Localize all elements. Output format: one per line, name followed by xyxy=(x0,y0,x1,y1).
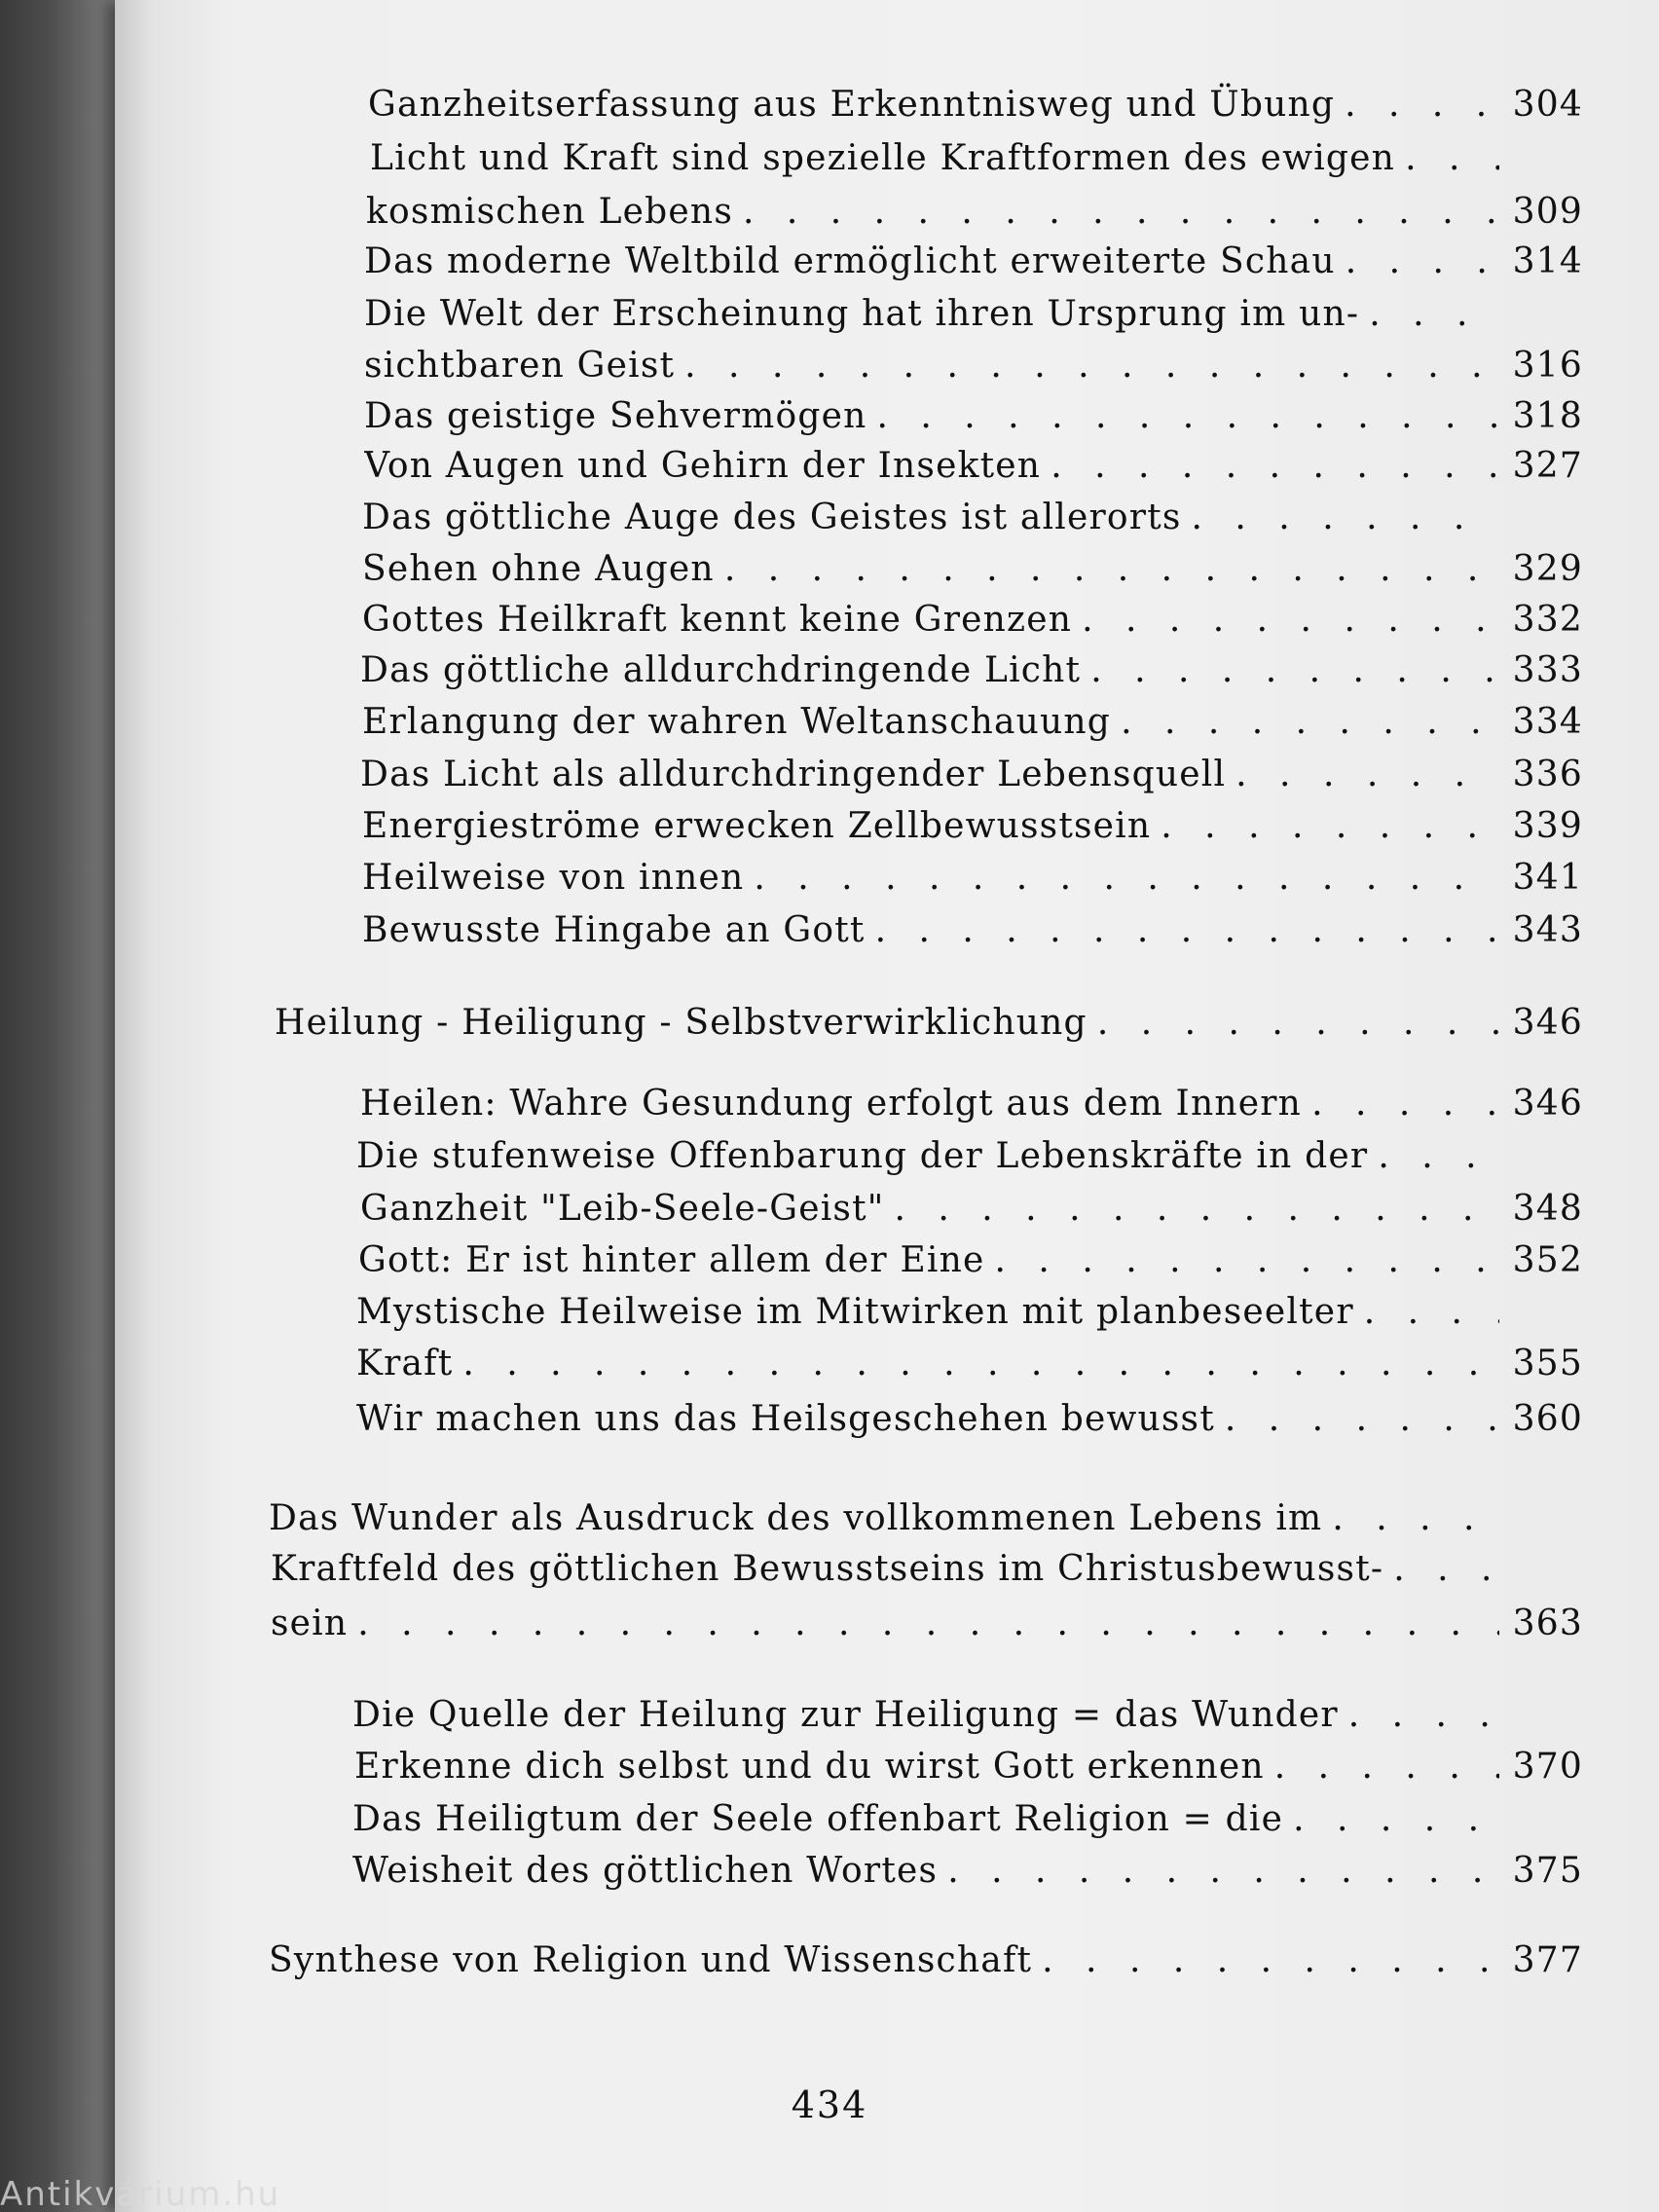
toc-entry-page: 327 xyxy=(1512,446,1583,486)
toc-leader-dots xyxy=(1332,1495,1499,1542)
toc-leader-dots xyxy=(895,1186,1499,1233)
toc-entry-page: 346 xyxy=(1512,1003,1583,1043)
toc-entry xyxy=(269,1493,1583,1542)
toc-entry-title: Erlangung der wahren Weltanschauung xyxy=(362,702,1112,742)
toc-entry xyxy=(352,1846,1583,1895)
toc-entry-page: 377 xyxy=(1512,1940,1583,1980)
toc-leader-dots xyxy=(1348,1692,1499,1739)
toc-leader-dots xyxy=(1311,1081,1499,1127)
toc-leader-dots xyxy=(1393,1546,1499,1593)
toc-entry-page: 352 xyxy=(1512,1240,1583,1280)
toc-entry xyxy=(364,441,1583,490)
toc-entry-title: Heilweise von innen xyxy=(362,858,745,898)
toc-entry-page: 346 xyxy=(1512,1084,1583,1124)
toc-entry xyxy=(275,998,1583,1047)
toc-leader-dots xyxy=(947,1848,1499,1895)
toc-entry-title: Das göttliche Auge des Geistes ist allerorts xyxy=(362,498,1182,537)
toc-entry-title: Licht und Kraft sind spezielle Kraftformen des ewigen xyxy=(370,138,1396,178)
toc-entry-title: Die stufenweise Offenbarung der Lebenskräfte in der xyxy=(356,1136,1369,1176)
toc-leader-dots xyxy=(1235,752,1499,798)
toc-entry-title: Wir machen uns das Heilsgeschehen bewusst xyxy=(356,1399,1215,1439)
toc-entry xyxy=(360,1079,1583,1127)
toc-entry-page: 375 xyxy=(1512,1851,1583,1891)
toc-leader-dots xyxy=(1161,803,1499,850)
toc-entry xyxy=(356,1394,1583,1443)
toc-entry-title: Erkenne dich selbst und du wirst Gott erkennen xyxy=(354,1747,1265,1787)
toc-entry-page: 332 xyxy=(1512,600,1583,640)
toc-entry-title: Sehen ohne Augen xyxy=(362,549,715,589)
toc-leader-dots xyxy=(1293,1796,1499,1843)
toc-entry-title: Heilen: Wahre Gesundung erfolgt aus dem Innern xyxy=(360,1084,1303,1124)
page-number: 434 xyxy=(791,2083,868,2126)
toc-entry-page: 363 xyxy=(1512,1604,1583,1643)
toc-entry-title: Weisheit des göttlichen Wortes xyxy=(352,1851,939,1891)
toc-entry-title: sichtbaren Geist xyxy=(364,346,676,386)
toc-entry xyxy=(364,289,1583,338)
toc-entry xyxy=(356,1131,1583,1180)
toc-entry-page: 316 xyxy=(1512,346,1583,386)
toc-leader-dots xyxy=(1097,1000,1499,1047)
toc-entry-title: Gottes Heilkraft kennt keine Grenzen xyxy=(362,600,1073,640)
toc-entry xyxy=(368,80,1583,129)
toc-leader-dots xyxy=(724,546,1499,593)
toc-leader-dots xyxy=(1090,647,1499,694)
watermark-text: Antikvárium.hu xyxy=(0,2177,281,2212)
toc-entry xyxy=(362,905,1583,954)
toc-entry-page: 370 xyxy=(1512,1747,1583,1787)
toc-entry xyxy=(360,645,1583,694)
toc-leader-dots xyxy=(877,393,1499,440)
toc-entry xyxy=(352,1794,1583,1843)
toc-entry-title: Ganzheit "Leib-Seele-Geist" xyxy=(360,1189,885,1229)
toc-leader-dots xyxy=(1345,82,1499,129)
toc-entry-page: 333 xyxy=(1512,650,1583,690)
toc-entry-title: Heilung - Heiligung - Selbstverwirklichung xyxy=(275,1003,1088,1043)
toc-entry xyxy=(366,187,1583,236)
toc-entry xyxy=(364,391,1583,440)
toc-leader-dots xyxy=(754,855,1499,902)
toc-entry-page: 339 xyxy=(1512,806,1583,846)
toc-entry-page: 329 xyxy=(1512,549,1583,589)
toc-entry-page: 355 xyxy=(1512,1344,1583,1383)
toc-entry xyxy=(362,853,1583,902)
toc-entry-title: Gott: Er ist hinter allem der Eine xyxy=(358,1240,985,1280)
toc-entry xyxy=(358,1235,1583,1284)
toc-leader-dots xyxy=(1042,1937,1499,1984)
toc-entry-title: Ganzheitserfassung aus Erkenntnisweg und Übung xyxy=(368,85,1336,125)
toc-entry-title: Die Welt der Erscheinung hat ihren Ursprung im un- xyxy=(364,294,1360,334)
toc-entry xyxy=(362,801,1583,850)
toc-entry xyxy=(356,1339,1583,1387)
toc-entry xyxy=(362,595,1583,644)
toc-entry-page: 314 xyxy=(1512,241,1583,281)
toc-entry xyxy=(360,750,1583,798)
toc-entry-title: Das Wunder als Ausdruck des vollkommenen Lebens im xyxy=(269,1498,1323,1538)
toc-entry-title: Mystische Heilweise im Mitwirken mit planbeseelter xyxy=(356,1292,1354,1332)
toc-entry xyxy=(354,1742,1583,1790)
toc-leader-dots xyxy=(743,189,1499,236)
toc-leader-dots xyxy=(1051,443,1499,490)
toc-leader-dots xyxy=(1274,1744,1499,1790)
toc-leader-dots xyxy=(1378,1133,1499,1180)
toc-entry-title: Von Augen und Gehirn der Insekten xyxy=(364,446,1042,486)
toc-entry-title: Das göttliche alldurchdringende Licht xyxy=(360,650,1082,690)
toc-entry-title: Das Heiligtum der Seele offenbart Religion = die xyxy=(352,1799,1284,1839)
toc-entry-page: 304 xyxy=(1512,85,1583,125)
toc-entry-title: Das Licht als alldurchdringender Lebensquell xyxy=(360,755,1227,794)
toc-entry-title: Kraft xyxy=(356,1344,454,1383)
toc-entry xyxy=(362,697,1583,746)
toc-entry-page: 336 xyxy=(1512,755,1583,794)
toc-leader-dots xyxy=(1192,495,1499,541)
toc-entry-page: 360 xyxy=(1512,1399,1583,1439)
toc-entry-title: Die Quelle der Heilung zur Heiligung = das Wunder xyxy=(352,1695,1339,1735)
toc-entry xyxy=(360,1184,1583,1233)
toc-entry xyxy=(364,341,1583,389)
toc-leader-dots xyxy=(1346,239,1499,285)
toc-leader-dots xyxy=(875,907,1499,954)
toc-entry-title: sein xyxy=(271,1604,349,1643)
toc-entry-title: Synthese von Religion und Wissenschaft xyxy=(269,1940,1033,1980)
toc-entry xyxy=(269,1936,1583,1984)
toc-entry xyxy=(364,237,1583,285)
toc-entry xyxy=(370,133,1583,182)
toc-entry-title: Energieströme erwecken Zellbewusstsein xyxy=(362,806,1152,846)
toc-entry-page: 348 xyxy=(1512,1189,1583,1229)
toc-entry-page: 341 xyxy=(1512,858,1583,898)
toc-entry-page: 318 xyxy=(1512,396,1583,436)
toc-entry-title: kosmischen Lebens xyxy=(366,192,733,232)
toc-leader-dots xyxy=(357,1601,1499,1647)
toc-entry-page: 343 xyxy=(1512,910,1583,950)
toc-entry xyxy=(362,544,1583,593)
toc-entry-title: Kraftfeld des göttlichen Bewusstseins im Christusbewusst- xyxy=(271,1549,1384,1589)
toc-leader-dots xyxy=(1369,291,1499,338)
toc-entry-title: Das geistige Sehvermögen xyxy=(364,396,867,436)
toc-entry-title: Das moderne Weltbild ermöglicht erweiterte Schau xyxy=(364,241,1336,281)
toc-leader-dots xyxy=(684,343,1499,389)
toc-entry xyxy=(362,493,1583,541)
toc-leader-dots xyxy=(1405,135,1499,182)
toc-entry xyxy=(271,1599,1583,1647)
toc-leader-dots xyxy=(1225,1396,1499,1443)
toc-entry-page: 309 xyxy=(1512,192,1583,232)
toc-leader-dots xyxy=(1364,1289,1499,1336)
toc-entry-title: Bewusste Hingabe an Gott xyxy=(362,910,866,950)
toc-leader-dots xyxy=(995,1237,1499,1284)
toc-leader-dots xyxy=(1121,699,1499,746)
toc-leader-dots xyxy=(1082,597,1499,644)
toc-entry-page: 334 xyxy=(1512,702,1583,742)
toc-entry xyxy=(352,1690,1583,1739)
toc-entry xyxy=(356,1287,1583,1336)
toc-leader-dots xyxy=(462,1341,1499,1387)
toc-entry xyxy=(271,1544,1583,1593)
